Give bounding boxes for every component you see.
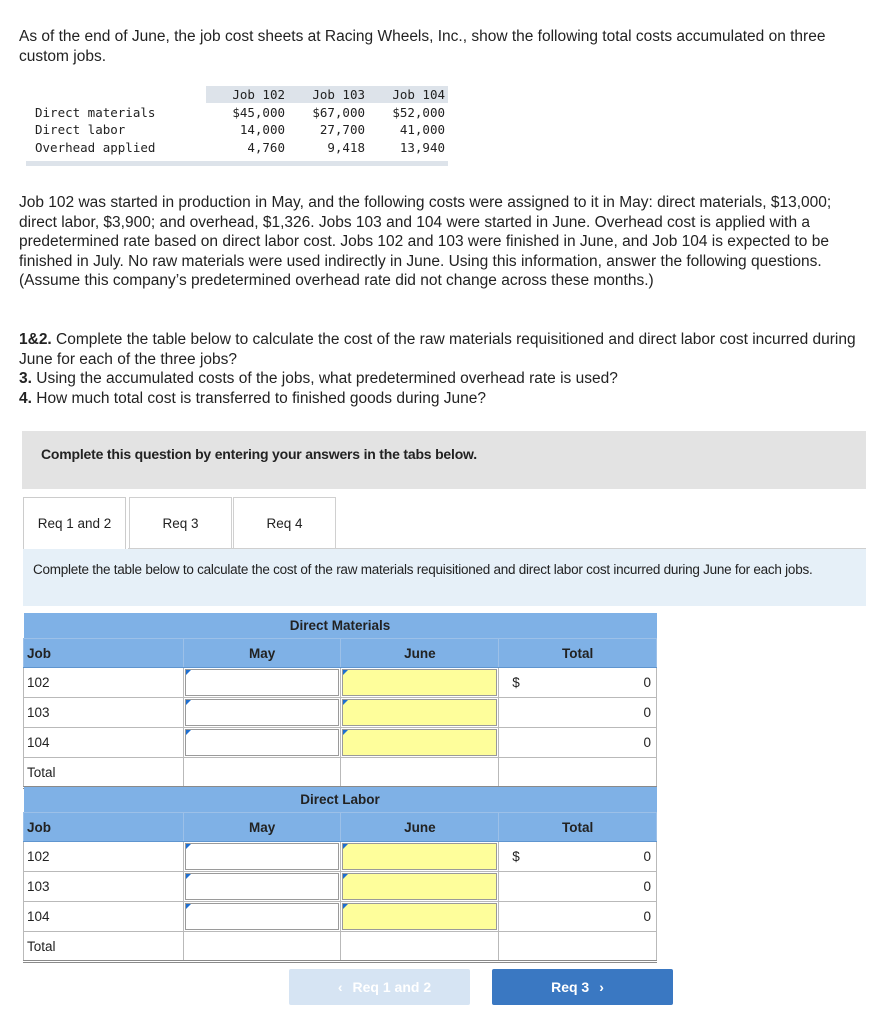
table-row: [26, 139, 445, 157]
total-row: [24, 932, 657, 962]
cell-value: $45,000: [232, 104, 285, 120]
total-value: 0: [643, 879, 651, 894]
may-input[interactable]: [185, 729, 340, 756]
input-marker-icon: [343, 730, 348, 735]
total-row: [24, 758, 657, 788]
june-input[interactable]: [342, 669, 497, 696]
col-header-total: Total: [499, 639, 657, 668]
instruction-text: Complete this question by entering your answers in the tabs below.: [41, 446, 477, 462]
prev-button-label: Req 1 and 2: [352, 979, 432, 995]
grand-total-cell: [499, 932, 657, 962]
header-job-104: Job 104: [392, 87, 445, 102]
header-job-102: Job 102: [232, 87, 285, 102]
prev-req-button[interactable]: [289, 969, 470, 1005]
table-row: [24, 842, 657, 872]
total-label: Total: [24, 758, 184, 788]
tab-req-4[interactable]: Req 4: [233, 497, 336, 548]
job-label: 103: [24, 698, 184, 728]
question-item: [19, 389, 859, 409]
question-text: How much total cost is transferred to finished goods during June?: [31, 389, 486, 407]
job-label: 104: [24, 728, 184, 758]
input-marker-icon: [186, 844, 191, 849]
col-header-job: Job: [24, 639, 184, 668]
may-input[interactable]: [185, 903, 340, 930]
table-row: [24, 698, 657, 728]
june-total-cell: [341, 932, 499, 962]
job-label: 102: [24, 668, 184, 698]
june-input[interactable]: [342, 729, 497, 756]
accumulated-costs-table: [26, 86, 448, 156]
input-marker-icon: [343, 670, 348, 675]
input-marker-icon: [186, 700, 191, 705]
table-row: [24, 872, 657, 902]
row-label: Direct materials: [35, 104, 156, 120]
total-value: 0: [643, 705, 651, 720]
header-job-103: Job 103: [312, 87, 365, 102]
total-value: 0: [643, 909, 651, 924]
total-label: Total: [24, 932, 184, 962]
input-marker-icon: [186, 670, 191, 675]
may-input[interactable]: [185, 699, 340, 726]
cell-value: 27,700: [319, 122, 365, 137]
input-marker-icon: [343, 904, 348, 909]
currency-symbol: $: [512, 849, 520, 864]
cell-value: 41,000: [399, 122, 445, 137]
question-text: Using the accumulated costs of the jobs, what predetermined overhead rate is used?: [31, 370, 618, 388]
question-number: 3.: [19, 370, 32, 388]
row-label: Direct labor: [35, 122, 126, 137]
tab-req-3[interactable]: Req 3: [129, 497, 232, 548]
cell-value: $67,000: [312, 104, 365, 120]
table-row: [26, 104, 445, 122]
input-marker-icon: [186, 874, 191, 879]
total-value: 0: [643, 849, 651, 864]
chevron-left-icon: ‹: [337, 979, 343, 995]
may-input[interactable]: [185, 669, 340, 696]
col-header-june: June: [341, 639, 499, 668]
column-header-row: [24, 813, 657, 842]
section-title: Direct Labor: [24, 787, 657, 813]
input-marker-icon: [343, 844, 348, 849]
section-title: Direct Materials: [24, 613, 657, 639]
june-input[interactable]: [342, 699, 497, 726]
direct-labor-table: [23, 787, 657, 963]
table-row: [24, 668, 657, 698]
chevron-right-icon: ›: [599, 979, 604, 995]
column-header-row: [24, 639, 657, 668]
may-total-cell: [183, 758, 341, 788]
question-number: 4.: [19, 389, 32, 407]
question-text: Complete the table below to calculate the cost of the raw materials requisitioned and direct labor cost incurred during June for each of the three jobs?: [19, 331, 856, 368]
problem-paragraph: Job 102 was started in production in May, and the following costs were assigned to it in May: direct materials, $13,000; direct labor, $3,900; and overhead, $1,326. Jobs 103 and 104 were started in June. Overhead cost is applied with a predetermined rate based on direct labor cost. Jobs 102 and 103 were finished in June, and Job 104 is expected to be finished in July. No raw materials were used indirectly in June. Using this information, answer the following questions. (Assume this company’s predetermined overhead rate did not change across these months.): [19, 194, 832, 290]
question-number: 1&2.: [19, 331, 52, 348]
may-input[interactable]: [185, 873, 340, 900]
col-header-job: Job: [24, 813, 184, 842]
question-item: [19, 369, 859, 389]
cell-value: 14,000: [239, 122, 285, 137]
cell-value: 13,940: [399, 139, 445, 155]
june-input[interactable]: [342, 843, 497, 870]
job-label: 102: [24, 842, 184, 872]
input-marker-icon: [343, 874, 348, 879]
next-req-button[interactable]: [492, 969, 673, 1005]
col-header-june: June: [341, 813, 499, 842]
table-header-row: [26, 86, 445, 104]
table-row: [24, 728, 657, 758]
row-label: Overhead applied: [35, 139, 156, 155]
currency-symbol: $: [512, 675, 520, 690]
problem-intro: As of the end of June, the job cost sheets at Racing Wheels, Inc., show the following total costs accumulated on three custom jobs.: [19, 28, 826, 65]
question-item: [19, 330, 859, 369]
job-label: 103: [24, 872, 184, 902]
question-list: [19, 330, 859, 408]
job-label: 104: [24, 902, 184, 932]
col-header-total: Total: [499, 813, 657, 842]
may-total-cell: [183, 932, 341, 962]
june-input[interactable]: [342, 873, 497, 900]
next-button-label: Req 3: [551, 979, 590, 995]
cell-value: $52,000: [392, 104, 445, 120]
input-marker-icon: [186, 730, 191, 735]
total-value: 0: [643, 735, 651, 750]
col-header-may: May: [183, 813, 341, 842]
instruction-banner: [22, 431, 866, 489]
input-marker-icon: [186, 904, 191, 909]
tab-req-1-and-2[interactable]: Req 1 and 2: [23, 497, 126, 551]
requirement-description: [23, 549, 866, 606]
june-total-cell: [341, 758, 499, 788]
cell-value: 9,418: [327, 139, 365, 155]
grand-total-cell: [499, 758, 657, 788]
table-footer-bar: [26, 161, 448, 166]
section-header-row: [24, 787, 657, 813]
total-value: 0: [643, 675, 651, 690]
table-row: [26, 121, 445, 139]
june-input[interactable]: [342, 903, 497, 930]
col-header-may: May: [183, 639, 341, 668]
direct-materials-table: [23, 613, 657, 789]
input-marker-icon: [343, 700, 348, 705]
table-row: [24, 902, 657, 932]
may-input[interactable]: [185, 843, 340, 870]
cell-value: 4,760: [247, 139, 285, 155]
requirement-text: Complete the table below to calculate the cost of the raw materials requisitioned and direct labor cost incurred during June for each jobs.: [33, 562, 813, 577]
section-header-row: [24, 613, 657, 639]
